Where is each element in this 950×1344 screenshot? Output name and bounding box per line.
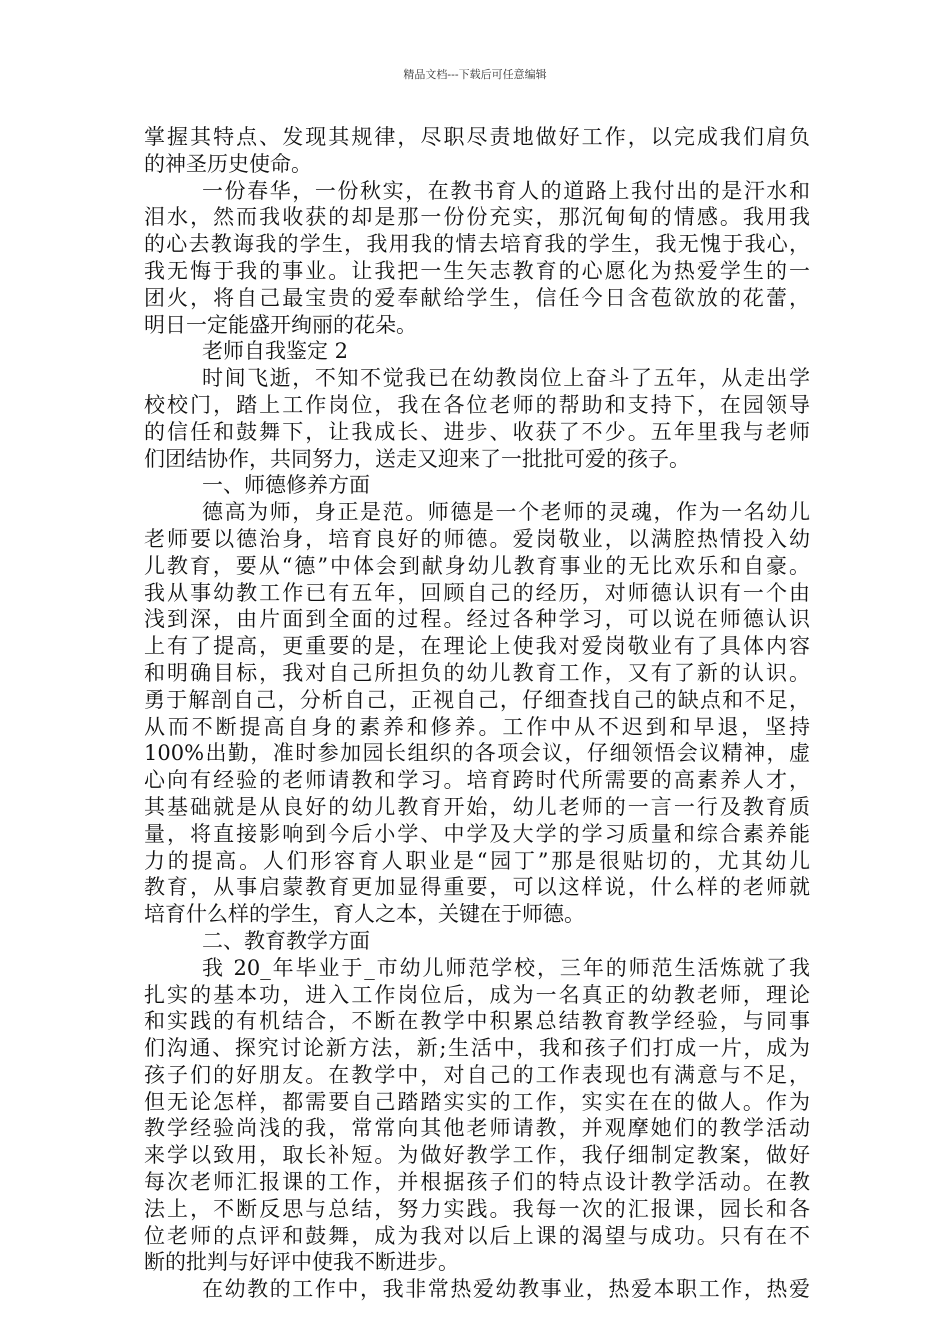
text-line: 一份春华，一份秋实，在教书育人的道路上我付出的是汗水和 [202,178,810,203]
text-line: 德高为师，身正是范。师德是一个老师的灵魂，作为一名幼儿 [202,500,810,525]
text-line: 我从事幼教工作已有五年，回顾自己的经历，对师德认识有一个由 [144,580,810,605]
text-line: 来学以致用，取长补短。为做好教学工作，我仔细制定教案，做好 [144,1143,810,1168]
text-line: 校校门，踏上工作岗位，我在各位老师的帮助和支持下，在园领导 [144,392,810,417]
text-line: 量，将直接影响到今后小学、中学及大学的学习质量和综合素养能 [144,821,810,846]
document-body [144,124,810,1303]
text-line: 老师要以德治身，培育良好的师德。爱岗敬业，以满腔热情投入幼 [144,526,810,551]
text-line: 位老师的点评和鼓舞，成为我对以后上课的渴望与成功。只有在不 [144,1223,810,1248]
text-line: 孩子们的好朋友。在教学中，对自己的工作表现也有满意与不足， [144,1062,810,1087]
text-line: 们沟通、探究讨论新方法，新;生活中，我和孩子们打成一片，成为 [144,1036,810,1061]
text-line: 的神圣历史使命。 [144,151,312,176]
text-line: 每次老师汇报课的工作，并根据孩子们的特点设计教学活动。在教 [144,1170,810,1195]
text-line: 和实践的有机结合，不断在教学中积累总结教育教学经验，与同事 [144,1009,810,1034]
text-line: 浅到深，由片面到全面的过程。经过各种学习，可以说在师德认识 [144,607,810,632]
text-line: 在幼教的工作中，我非常热爱幼教事业，热爱本职工作，热爱 [202,1277,810,1302]
text-line: 我 20_年毕业于_市幼儿师范学校，三年的师范生活炼就了我 [202,955,810,980]
text-line: 上有了提高，更重要的是，在理论上使我对爱岗敬业有了具体内容 [144,634,810,659]
text-line: 100%出勤，准时参加园长组织的各项会议，仔细领悟会议精神，虚 [144,741,810,766]
text-line: 的心去教诲我的学生，我用我的情去培育我的学生，我无愧于我心， [144,232,810,257]
text-line: 明日一定能盛开绚丽的花朵。 [144,312,417,337]
text-line: 掌握其特点、发现其规律，尽职尽责地做好工作，以完成我们肩负 [144,125,810,149]
text-line: 断的批判与好评中使我不断进步。 [144,1250,459,1275]
text-line: 勇于解剖自己，分析自己，正视自己，仔细查找自己的缺点和不足， [144,687,810,712]
text-line: 们团结协作，共同努力，送走又迎来了一批批可爱的孩子。 [144,446,690,471]
text-line: 扎实的基本功，进入工作岗位后，成为一名真正的幼教老师，理论 [144,982,810,1007]
page-header: 精品文档---下载后可任意编辑 [403,68,547,81]
text-line: 的信任和鼓舞下，让我成长、进步、收获了不少。五年里我与老师 [144,419,810,444]
text-line: 法上，不断反思与总结，努力实践。我每一次的汇报课，园长和各 [144,1196,810,1221]
text-line: 从而不断提高自身的素养和修养。工作中从不迟到和早退，坚持 [144,714,810,739]
text-line: 团火，将自己最宝贵的爱奉献给学生，信任今日含苞欲放的花蕾， [144,285,810,310]
text-line: 其基础就是从良好的幼儿教育开始，幼儿老师的一言一行及教育质 [144,794,810,819]
text-line: 我无悔于我的事业。让我把一生矢志教育的心愿化为热爱学生的一 [144,258,810,283]
text-line: 和明确目标，我对自己所担负的幼儿教育工作，又有了新的认识。 [144,660,810,685]
text-line: 儿教育，要从“德”中体会到献身幼儿教育事业的无比欢乐和自豪。 [144,553,810,578]
text-line: 培育什么样的学生，育人之本，关键在于师德。 [144,902,585,927]
text-line: 泪水，然而我收获的却是那一份份充实，那沉甸甸的情感。我用我 [144,205,810,230]
text-line: 时间飞逝，不知不觉我已在幼教岗位上奋斗了五年，从走出学 [202,366,810,391]
text-line: 老师自我鉴定 2 [202,339,349,364]
text-line: 但无论怎样，都需要自己踏踏实实的工作，实实在在的做人。作为 [144,1089,810,1114]
text-line: 教育，从事启蒙教育更加显得重要，可以这样说，什么样的老师就 [144,875,810,900]
text-line: 教学经验尚浅的我，常常向其他老师请教，并观摩她们的教学活动 [144,1116,810,1141]
text-line: 一、师德修养方面 [202,473,370,498]
text-line: 力的提高。人们形容育人职业是“园丁”那是很贴切的，尤其幼儿 [144,848,810,873]
text-line: 心向有经验的老师请教和学习。培育跨时代所需要的高素养人才， [144,768,810,793]
text-line: 二、教育教学方面 [202,928,370,953]
